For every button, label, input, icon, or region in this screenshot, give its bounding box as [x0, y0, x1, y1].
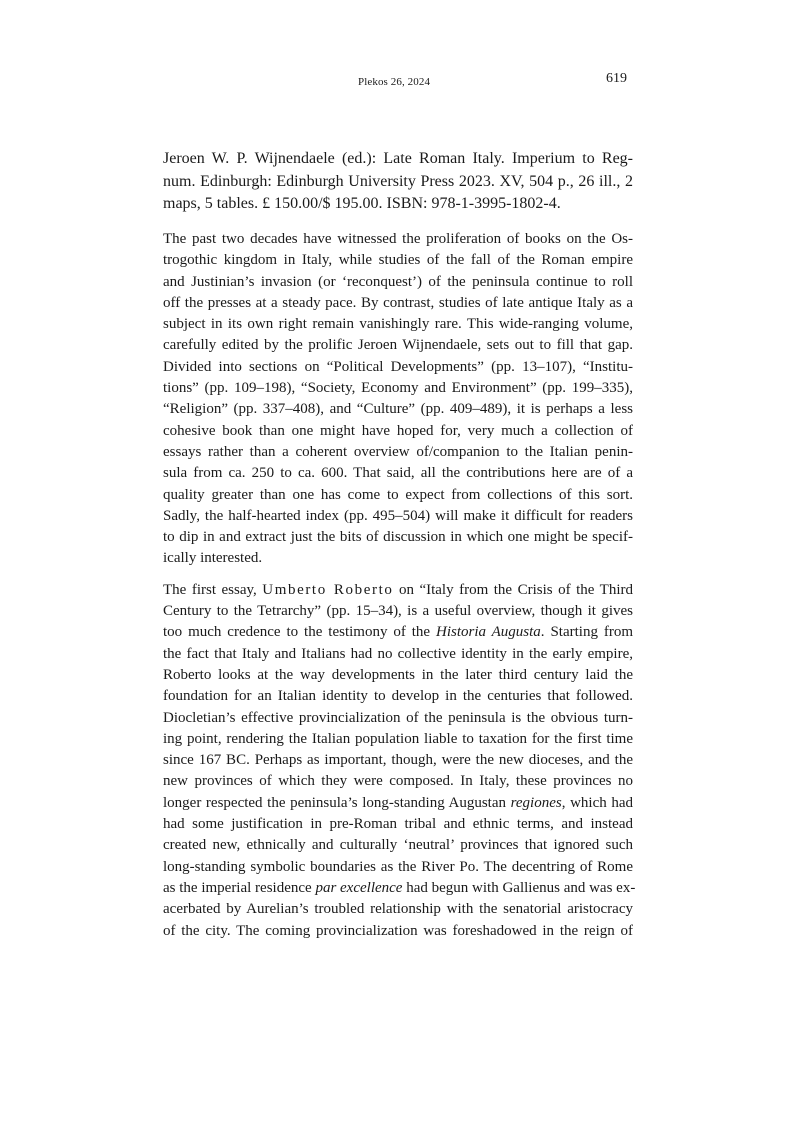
text-line: Divided into sections on “Political Developments” (pp. 13–107), “Institu- [163, 358, 633, 375]
text-line: essays rather than a coherent overview of/companion to the Italian penin- [163, 443, 633, 460]
citation-line: 2 maps, 5 tables. £ 150.00/$ 195.00. ISBN: 978-1-3995-1802-4. [163, 172, 633, 212]
text-line: Century to the Tetrarchy” (pp. 15–34), is a useful overview, though it gives [163, 603, 633, 620]
citation-line: Jeroen W. P. Wijnendaele (ed.): Late Roman Italy. Imperium to Reg- [163, 150, 633, 167]
book-citation [163, 148, 633, 216]
text-line: of the city. The coming provincialization was foreshadowed in the reign of [163, 922, 633, 939]
text-line: had some justification in pre-Roman tribal and ethnic terms, and instead [163, 816, 633, 833]
text-line: created new, ethnically and culturally ‘neutral’ provinces that ignored such [163, 837, 633, 854]
text-line: to dip in and extract just the bits of discussion in which one might be specif- [163, 529, 633, 546]
text-line: ing point, rendering the Italian population liable to taxation for the first time [163, 730, 633, 747]
text-line: Diocletian’s effective provincialization of the peninsula is the obvious turn- [163, 709, 633, 726]
text-line: and Justinian’s invasion (or ‘reconquest’) of the peninsula continue to roll [163, 273, 633, 290]
text-line: longer respected the peninsula’s long-standing Augustan regiones, which had [163, 794, 633, 811]
text-line: the fact that Italy and Italians had no collective identity in the early empire, [163, 645, 633, 662]
foreign-phrase: par excellence [315, 879, 403, 896]
text-line: off the presses at a steady pace. By contrast, studies of late antique Italy as a [163, 294, 633, 311]
paragraph-1 [163, 229, 633, 570]
text-line: too much credence to the testimony of the Historia Augusta. Starting from [163, 624, 634, 641]
text-line: tions” (pp. 109–198), “Society, Economy and Environment” (pp. 199–335), [163, 380, 633, 397]
text-line: ically interested. [163, 550, 263, 567]
text-line: The first essay, Umberto Roberto on “Italy from the Crisis of the Third [163, 581, 634, 598]
text-line: subject in its own right remain vanishingly rare. This wide-ranging volume, [163, 316, 633, 333]
author-name: Umberto Roberto [262, 581, 394, 598]
text-line: trogothic kingdom in Italy, while studies of the fall of the Roman empire [163, 252, 633, 269]
text-line: quality greater than one has come to expect from collections of this sort. [163, 486, 633, 503]
journal-running-title: Plekos 26, 2024 [358, 76, 431, 88]
latin-term: regiones [510, 794, 562, 811]
text-line: sula from ca. 250 to ca. 600. That said, all the contributions here are of a [163, 465, 633, 482]
text-line: carefully edited by the prolific Jeroen Wijnendaele, sets out to fill that gap. [163, 337, 633, 354]
work-title: Historia Augusta [435, 624, 541, 641]
text-line: “Religion” (pp. 337–408), and “Culture” (pp. 409–489), it is perhaps a less [163, 401, 633, 418]
text-line: Sadly, the half-hearted index (pp. 495–504) will make it difficult for readers [163, 507, 633, 524]
text-line: Roberto looks at the way developments in the later third century laid the [163, 666, 633, 683]
page-number: 619 [606, 71, 627, 86]
text-line: since 167 BC. Perhaps as important, though, were the new dioceses, and the [163, 752, 633, 769]
text-line: The past two decades have witnessed the proliferation of books on the Os- [163, 231, 633, 247]
running-head [0, 71, 799, 91]
review-body [163, 229, 636, 952]
text-line: long-standing symbolic boundaries as the River Po. The decentring of Rome [163, 858, 633, 875]
text-line: new provinces of which they were composed. In Italy, these provinces no [163, 773, 633, 790]
text-line: acerbated by Aurelian’s troubled relationship with the senatorial aristocracy [163, 901, 633, 918]
citation-line: num. Edinburgh: Edinburgh University Press 2023. XV, 504 p., 26 ill., [163, 172, 621, 190]
text-line: cohesive book than one might have hoped for, very much a collection of [163, 422, 633, 439]
text-line: as the imperial residence par excellence had begun with Gallienus and was ex- [163, 879, 636, 896]
text-line: foundation for an Italian identity to develop in the centuries that followed. [163, 688, 633, 705]
paragraph-2 [163, 580, 636, 942]
